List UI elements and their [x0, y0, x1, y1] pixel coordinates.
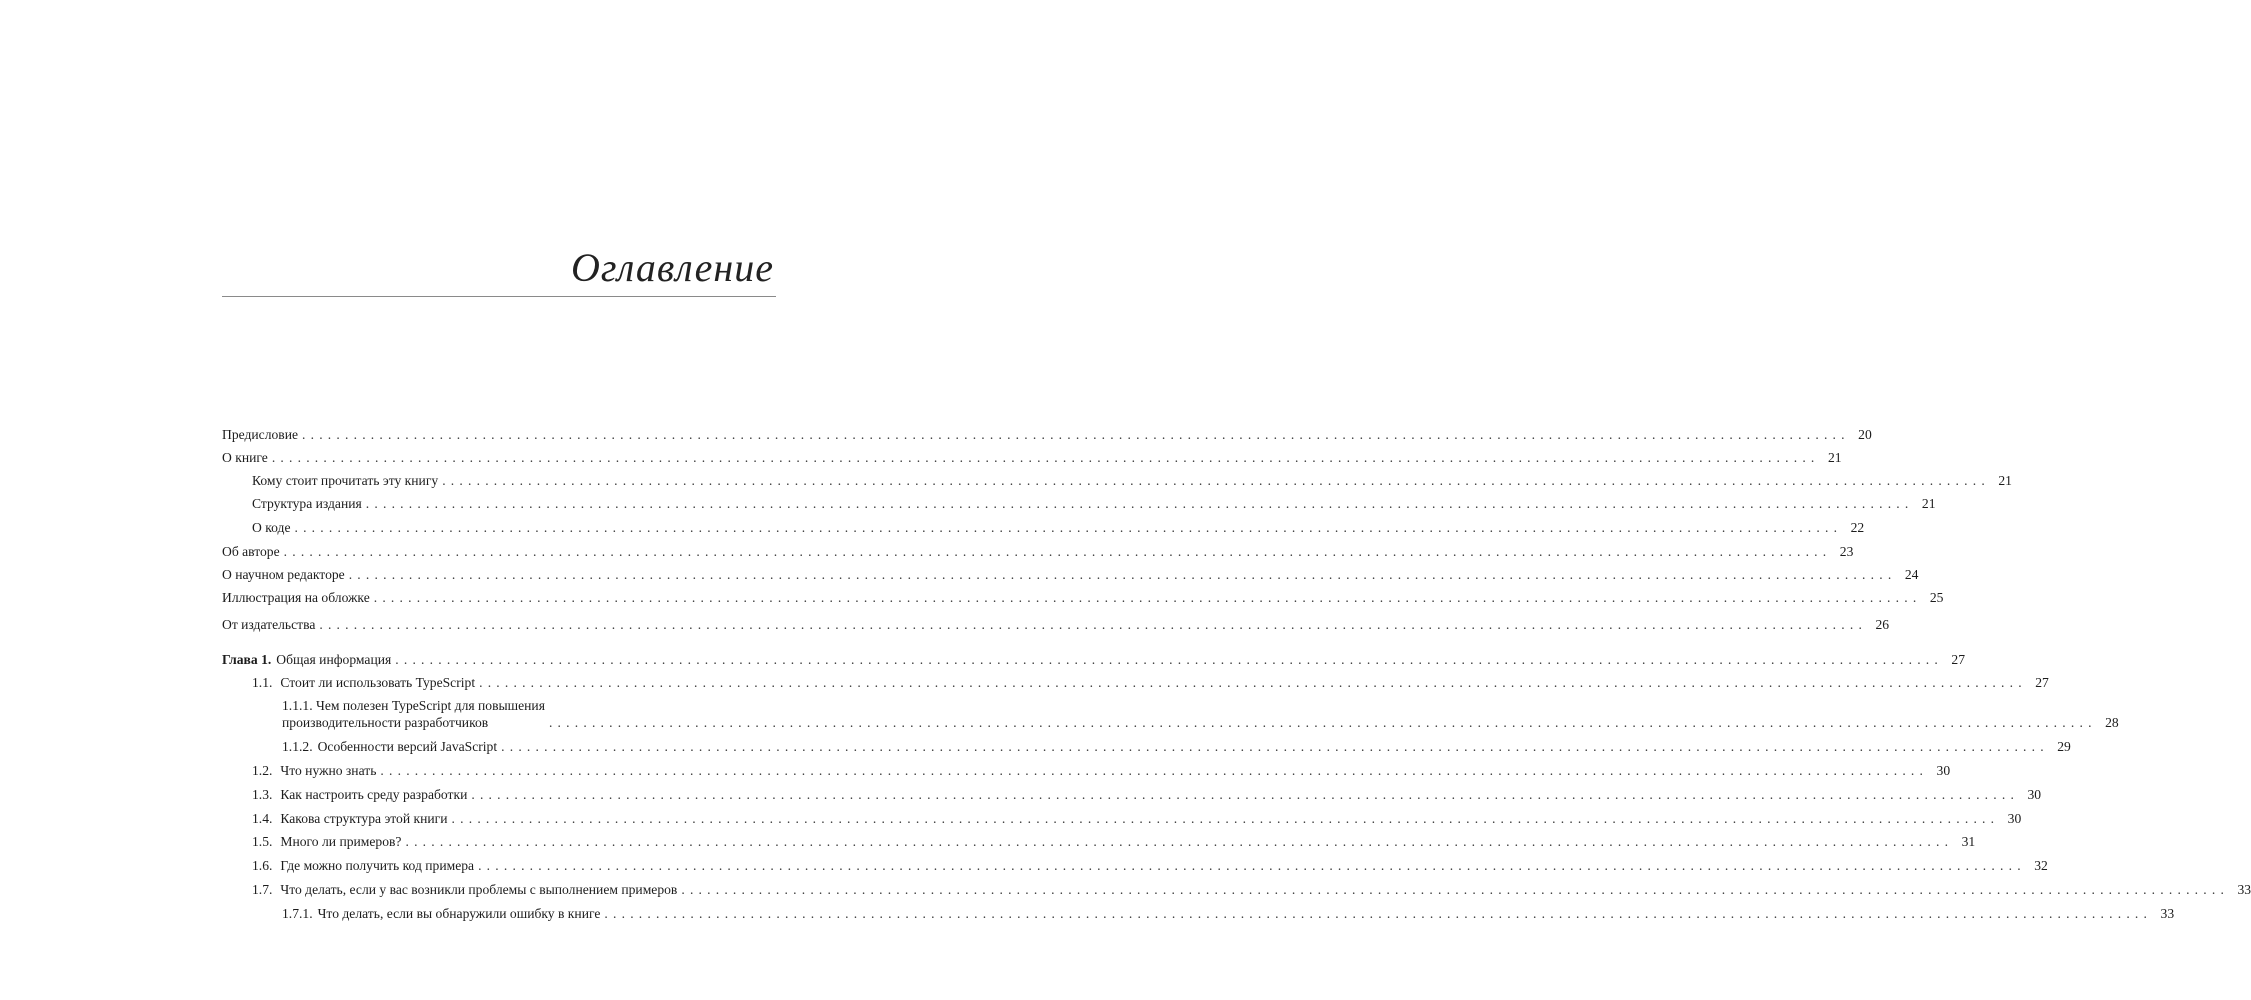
leader-dots: ....................................................................................................................................................................................	[319, 617, 1868, 632]
leader-dots: ....................................................................................................................................................................................	[395, 652, 1943, 667]
title-rule	[222, 296, 776, 297]
toc-page: 28	[2105, 715, 2119, 730]
toc-label: От издательства	[222, 617, 316, 632]
leader-dots: ....................................................................................................................................................................................	[380, 763, 1929, 778]
leader-dots: ....................................................................................................................................................................................	[548, 715, 2097, 730]
toc-page: 33	[2237, 882, 2251, 897]
leader-dots: ....................................................................................................................................................................................	[471, 787, 2020, 802]
toc-entry-about-code[interactable]	[222, 519, 1865, 536]
toc-entry-1-6[interactable]	[222, 857, 2048, 874]
leader-dots: ....................................................................................................................................................................................	[604, 906, 2153, 921]
toc-label: Стоит ли использовать TypeScript	[280, 675, 476, 690]
toc-page: 30	[1936, 763, 1951, 778]
toc-page: 27	[1951, 652, 1965, 667]
leader-dots: ....................................................................................................................................................................................	[294, 520, 1843, 535]
section-number: 1.1.	[252, 675, 273, 690]
toc-label: Структура издания	[252, 496, 362, 511]
toc-label: Какова структура этой книги	[280, 811, 448, 826]
toc-page: 30	[2027, 787, 2042, 802]
leader-dots: ....................................................................................................................................................................................	[479, 675, 2027, 690]
chapter-number: Глава 1.	[222, 652, 272, 667]
leader-dots: ....................................................................................................................................................................................	[451, 811, 2000, 826]
toc-entry-about-author[interactable]	[222, 543, 1854, 560]
leader-dots: ....................................................................................................................................................................................	[405, 834, 1954, 849]
toc-entry-1-5[interactable]	[222, 833, 1976, 850]
section-number: 1.1.2.	[282, 739, 313, 754]
toc-entry-preface[interactable]	[222, 426, 1872, 443]
toc-entry-1-3[interactable]	[222, 786, 2042, 803]
toc-page: 32	[2034, 858, 2048, 873]
toc-label: Предисловие	[222, 427, 299, 442]
toc-entry-chapter-1[interactable]	[222, 651, 1965, 668]
toc-page: 29	[2057, 739, 2071, 754]
toc-entry-about-book[interactable]	[222, 449, 1842, 466]
section-number: 1.6.	[252, 858, 273, 873]
leader-dots: ....................................................................................................................................................................................	[348, 567, 1897, 582]
toc-entry-1-1-1[interactable]	[222, 697, 2119, 731]
page-title: Оглавление	[570, 245, 774, 290]
section-number: 1.7.1.	[282, 906, 313, 921]
toc-entry-1-2[interactable]	[222, 762, 1951, 779]
section-number: 1.7.	[252, 882, 273, 897]
section-number: 1.2.	[252, 763, 273, 778]
section-number: 1.3.	[252, 787, 273, 802]
section-number: 1.5.	[252, 834, 273, 849]
toc-label: Об авторе	[222, 544, 280, 559]
toc-label: Кому стоит прочитать эту книгу	[252, 473, 439, 488]
toc-page: 24	[1904, 567, 1919, 582]
leader-dots: ....................................................................................................................................................................................	[283, 544, 1832, 559]
toc-entry-about-editor[interactable]	[222, 566, 1919, 583]
toc-page: 21	[1921, 496, 1936, 511]
leader-dots: ....................................................................................................................................................................................	[442, 473, 1990, 488]
toc-label: О книге	[222, 450, 268, 465]
toc-label: Как настроить среду разработки	[280, 787, 468, 802]
toc-page: 21	[1998, 473, 2012, 488]
toc-label: О коде	[252, 520, 291, 535]
toc-entry-1-1[interactable]	[222, 674, 2049, 691]
leader-dots: ....................................................................................................................................................................................	[365, 496, 1914, 511]
toc-label: Что делать, если у вас возникли проблемы с выполнением примеров	[280, 882, 678, 897]
toc-page: 22	[1850, 520, 1865, 535]
toc-label: Общая информация	[276, 652, 392, 667]
toc-label: Что нужно знать	[280, 763, 377, 778]
toc-entry-from-publisher[interactable]	[222, 616, 1890, 633]
toc-label: Что делать, если вы обнаружили ошибку в книге	[317, 906, 601, 921]
leader-dots: ....................................................................................................................................................................................	[373, 590, 1922, 605]
toc-page: 21	[1827, 450, 1842, 465]
toc-label: Где можно получить код примера	[280, 858, 475, 873]
section-number: 1.4.	[252, 811, 273, 826]
toc-entry-structure[interactable]	[222, 495, 1936, 512]
toc-label: Особенности версий JavaScript	[317, 739, 498, 754]
leader-dots: ....................................................................................................................................................................................	[271, 450, 1820, 465]
toc-label: Чем полезен TypeScript для повышения	[316, 698, 545, 713]
toc-label-continued: производительности разработчиков	[282, 715, 489, 730]
toc-label: О научном редакторе	[222, 567, 345, 582]
toc-page: 25	[1929, 590, 1944, 605]
leader-dots: ....................................................................................................................................................................................	[478, 858, 2026, 873]
toc-entry-1-7[interactable]	[222, 881, 2251, 898]
toc-label: Иллюстрация на обложке	[222, 590, 370, 605]
toc-page: 33	[2160, 906, 2175, 921]
toc-page: 30	[2007, 811, 2022, 826]
toc-page: 27	[2035, 675, 2049, 690]
leader-dots: ....................................................................................................................................................................................	[681, 882, 2230, 897]
toc-page: 23	[1839, 544, 1854, 559]
toc-entry-1-1-2[interactable]	[222, 738, 2071, 755]
toc-entry-cover-illustration[interactable]	[222, 589, 1944, 606]
toc-page: 20	[1858, 427, 1872, 442]
leader-dots: ....................................................................................................................................................................................	[302, 427, 1850, 442]
leader-dots: ....................................................................................................................................................................................	[501, 739, 2049, 754]
toc-page: 26	[1875, 617, 1890, 632]
toc-label: Много ли примеров?	[280, 834, 402, 849]
section-number: 1.1.1.	[282, 698, 313, 713]
toc-entry-1-4[interactable]	[222, 810, 2022, 827]
toc-entry-who-should-read[interactable]	[222, 472, 2012, 489]
toc-entry-1-7-1[interactable]	[222, 905, 2175, 922]
toc-page: 31	[1961, 834, 1976, 849]
